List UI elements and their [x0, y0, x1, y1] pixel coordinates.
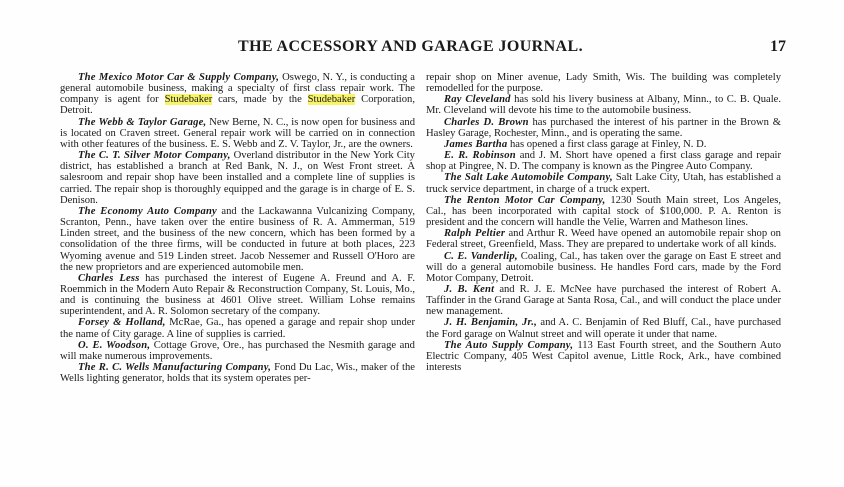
article-text: Fond Du Lac, Wis., maker of the Wells lighting generator, holds that its system operates per- [60, 362, 415, 385]
article-charles-brown [426, 117, 781, 139]
article-lead: J. B. Kent [444, 283, 495, 295]
article-lead: The Renton Motor Car Company, [444, 194, 606, 206]
article-lead: The Economy Auto Company [78, 205, 217, 217]
article-ct-silver [60, 150, 415, 206]
article-text: has purchased the interest of Eugene A. Freund and A. F. Roemmich in the Modern Auto Repair & Reconstruction Company, St. Louis, Mo., and is continuing the business at 4601 Olive street. William Lohse remains superintendent, and A. R. Solomon secretary of the company. [60, 272, 415, 318]
article-text: Cottage Grove, Ore., has purchased the Nesmith garage and will make numerous improvements. [60, 339, 415, 362]
article-text: repair shop on Miner avenue, Lady Smith, Wis. The building was completely remodelled for the purpose. [426, 72, 781, 95]
article-lead: The R. C. Wells Manufacturing Company, [78, 362, 272, 374]
article-text: and J. M. Short have opened a first class garage and repair shop at Pingree, N. D. The company is known as the Pingree Auto Company. [426, 150, 781, 173]
article-lead: Charles D. Brown [444, 116, 529, 128]
article-text: Overland distributor in the New York City district, has established a branch at Red Bank, N. J., on West Front street. A salesroom and repair shop have been installed and a complete line of supplies is carried. The repair shop is thoroughly equipped and the garage is in charge of E. S. Denison. [60, 150, 415, 206]
article-text: Corporation, Detroit. [60, 94, 415, 117]
article-mexico-motor [60, 72, 415, 117]
article-lead: The Auto Supply Company, [444, 339, 574, 351]
article-lead: O. E. Woodson, [78, 339, 151, 351]
left-column [60, 72, 415, 487]
article-text: has purchased the interest of his partner in the Brown & Hasley Garage, Rochester, Minn., and is operating the same. [426, 116, 781, 139]
article-text: and R. J. E. McNee have purchased the interest of Robert A. Taffinder in the Grand Garage at Santa Rosa, Cal., and will conduct the place under new management. [426, 283, 781, 318]
article-charles-less [60, 273, 415, 318]
article-text: has opened a first class garage at Finley, N. D. [507, 138, 707, 150]
article-lead: James Bartha [444, 138, 508, 150]
page-header [70, 38, 786, 60]
article-auto-supply [426, 340, 781, 373]
article-text: and Arthur R. Weed have opened an automobile repair shop on Federal street, Greenfield, Mass. They are prepared to undertake work of all kinds. [426, 228, 781, 251]
highlighted-term: Studebaker [307, 94, 356, 106]
article-lead: The Webb & Taylor Garage, [78, 116, 207, 128]
article-lead: The Mexico Motor Car & Supply Company, [78, 72, 280, 83]
article-text: Oswego, N. Y., is conducting a general automobile business, making a specialty of first class repair work. The company is agent for [60, 72, 415, 106]
article-lead: E. R. Robinson [444, 150, 516, 162]
article-text: has sold his livery business at Albany, Minn., to C. B. Quale. Mr. Cleveland will devote his time to the automobile business. [426, 94, 781, 117]
article-text: 113 East Fourth street, and the Southern Auto Electric Company, 405 West Capitol avenue, Little Rock, Ark., have combined interests [426, 339, 781, 374]
article-woodson [60, 340, 415, 362]
article-peltier [426, 228, 781, 250]
article-lead: Ray Cleveland [444, 94, 511, 106]
article-james-bartha [426, 139, 781, 150]
article-rc-wells [60, 362, 415, 384]
article-ray-cleveland [426, 94, 781, 116]
article-renton [426, 195, 781, 228]
article-text: Coaling, Cal., has taken over the garage on East E street and will do a general automobile business. He handles Ford cars, made by the Ford Motor Company, Detroit. [426, 250, 781, 284]
right-column [426, 72, 781, 487]
article-kent [426, 284, 781, 317]
article-robinson [426, 150, 781, 172]
article-text: and the Lackawanna Vulcanizing Company, Scranton, Penn., have taken over the entire business of R. A. Ammerman, 519 Linden street, and the business of the new concern, which has been formed by a consolidation of the three firms, will be conducted in future at both places, 223 Wyoming avenue and 519 Linden street. Jacob Nessemer and Russell O'Horo are the new proprietors and are experienced automobile men. [60, 205, 415, 273]
article-webb-taylor [60, 117, 415, 150]
article-lead: The C. T. Silver Motor Company, [78, 150, 231, 162]
article-text: Salt Lake City, Utah, has established a truck service department, in charge of a truck expert. [426, 172, 781, 195]
article-lead: Charles Less [78, 272, 140, 284]
article-lead: Ralph Peltier [444, 228, 506, 240]
article-lead: C. E. Vanderlip, [444, 250, 518, 262]
article-text: New Berne, N. C., is now open for business and is located on Craven street. General repair work will be carried on in connection with other features of the business. E. S. Webb and Z. V. Taylor, Jr., are the owners. [60, 116, 415, 150]
article-vanderlip [426, 251, 781, 284]
article-text: McRae, Ga., has opened a garage and repair shop under the name of City garage. A line of supplies is carried. [60, 317, 415, 340]
article-lead: Forsey & Holland, [78, 317, 166, 329]
article-benjamin [426, 317, 781, 339]
article-lead: J. H. Benjamin, Jr., [444, 317, 537, 329]
article-text: and A. C. Benjamin of Red Bluff, Cal., have purchased the Ford garage on Walnut street and will operate it under that name. [426, 317, 781, 340]
article-economy-auto [60, 206, 415, 273]
journal-title: THE ACCESSORY AND GARAGE JOURNAL. [238, 38, 583, 55]
page-number: 17 [770, 38, 786, 55]
article-salt-lake [426, 172, 781, 194]
article-lead: The Salt Lake Automobile Company, [444, 172, 613, 184]
highlighted-term: Studebaker [164, 94, 213, 106]
article-text: cars, made by the [212, 94, 308, 106]
article-text: 1230 South Main street, Los Angeles, Cal., has been incorporated with capital stock of $100,000. P. A. Renton is president and the concern will handle the Velie, Warren and Matheson lines. [426, 194, 781, 229]
article-continuation [426, 72, 781, 94]
article-forsey-holland [60, 317, 415, 339]
